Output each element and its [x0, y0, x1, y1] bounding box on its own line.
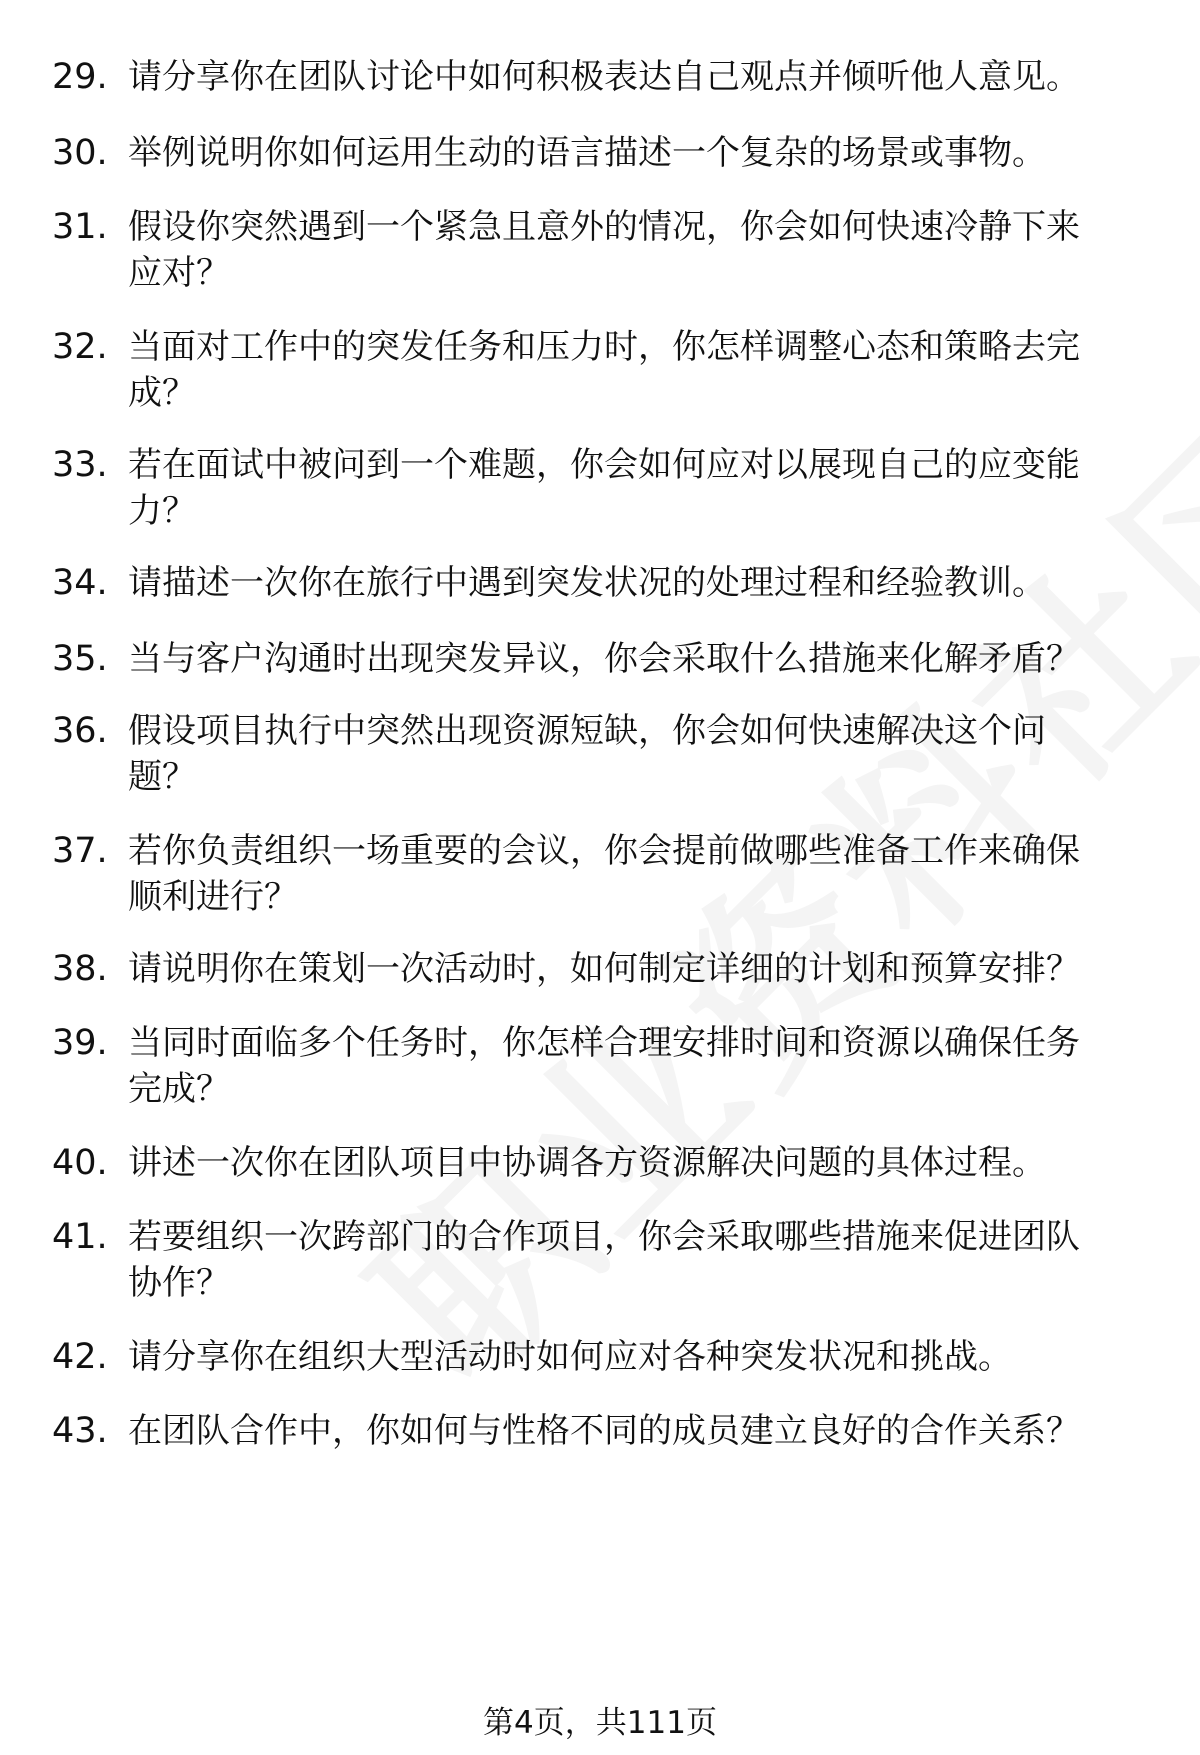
question-text-line: 在团队合作中，你如何与性格不同的成员建立良好的合作关系？	[128, 1411, 1080, 1451]
question-text-line: 举例说明你如何运用生动的语言描述一个复杂的场景或事物。	[128, 133, 1046, 173]
question-number: 38.	[52, 949, 108, 989]
question-text-line: 力？	[128, 491, 196, 531]
question-text-line: 请分享你在团队讨论中如何积极表达自己观点并倾听他人意见。	[128, 57, 1080, 97]
question-number: 29.	[52, 57, 108, 97]
question-number: 37.	[52, 831, 108, 871]
question-text-line: 顺利进行？	[128, 877, 298, 917]
question-text-line: 请描述一次你在旅行中遇到突发状况的处理过程和经验教训。	[128, 563, 1046, 603]
question-text-line: 应对？	[128, 253, 230, 293]
question-number: 32.	[52, 327, 108, 367]
page-footer: 第4页，共111页	[483, 1705, 717, 1741]
question-text-line: 协作？	[128, 1263, 230, 1303]
question-text-line: 当与客户沟通时出现突发异议，你会采取什么措施来化解矛盾？	[128, 639, 1080, 679]
question-text-line: 若在面试中被问到一个难题，你会如何应对以展现自己的应变能	[128, 445, 1080, 485]
question-number: 35.	[52, 639, 108, 679]
question-text-line: 假设项目执行中突然出现资源短缺，你会如何快速解决这个问	[128, 711, 1046, 751]
question-text-line: 题？	[128, 757, 196, 797]
question-text-line: 当面对工作中的突发任务和压力时，你怎样调整心态和策略去完	[128, 327, 1080, 367]
question-text-line: 讲述一次你在团队项目中协调各方资源解决问题的具体过程。	[128, 1143, 1046, 1183]
question-number: 39.	[52, 1023, 108, 1063]
question-number: 31.	[52, 207, 108, 247]
question-text-line: 假设你突然遇到一个紧急且意外的情况，你会如何快速冷静下来	[128, 207, 1080, 247]
question-number: 34.	[52, 563, 108, 603]
question-number: 36.	[52, 711, 108, 751]
question-text-line: 若你负责组织一场重要的会议，你会提前做哪些准备工作来确保	[128, 831, 1080, 871]
question-text-line: 请说明你在策划一次活动时，如何制定详细的计划和预算安排？	[128, 949, 1080, 989]
question-number: 43.	[52, 1411, 108, 1451]
question-number: 40.	[52, 1143, 108, 1183]
question-text-line: 若要组织一次跨部门的合作项目，你会采取哪些措施来促进团队	[128, 1217, 1080, 1257]
question-text-line: 当同时面临多个任务时，你怎样合理安排时间和资源以确保任务	[128, 1023, 1080, 1063]
question-text-line: 请分享你在组织大型活动时如何应对各种突发状况和挑战。	[128, 1337, 1012, 1377]
question-text-line: 完成？	[128, 1069, 230, 1109]
question-number: 42.	[52, 1337, 108, 1377]
question-number: 41.	[52, 1217, 108, 1257]
question-number: 33.	[52, 445, 108, 485]
question-text-line: 成？	[128, 373, 196, 413]
question-number: 30.	[52, 133, 108, 173]
